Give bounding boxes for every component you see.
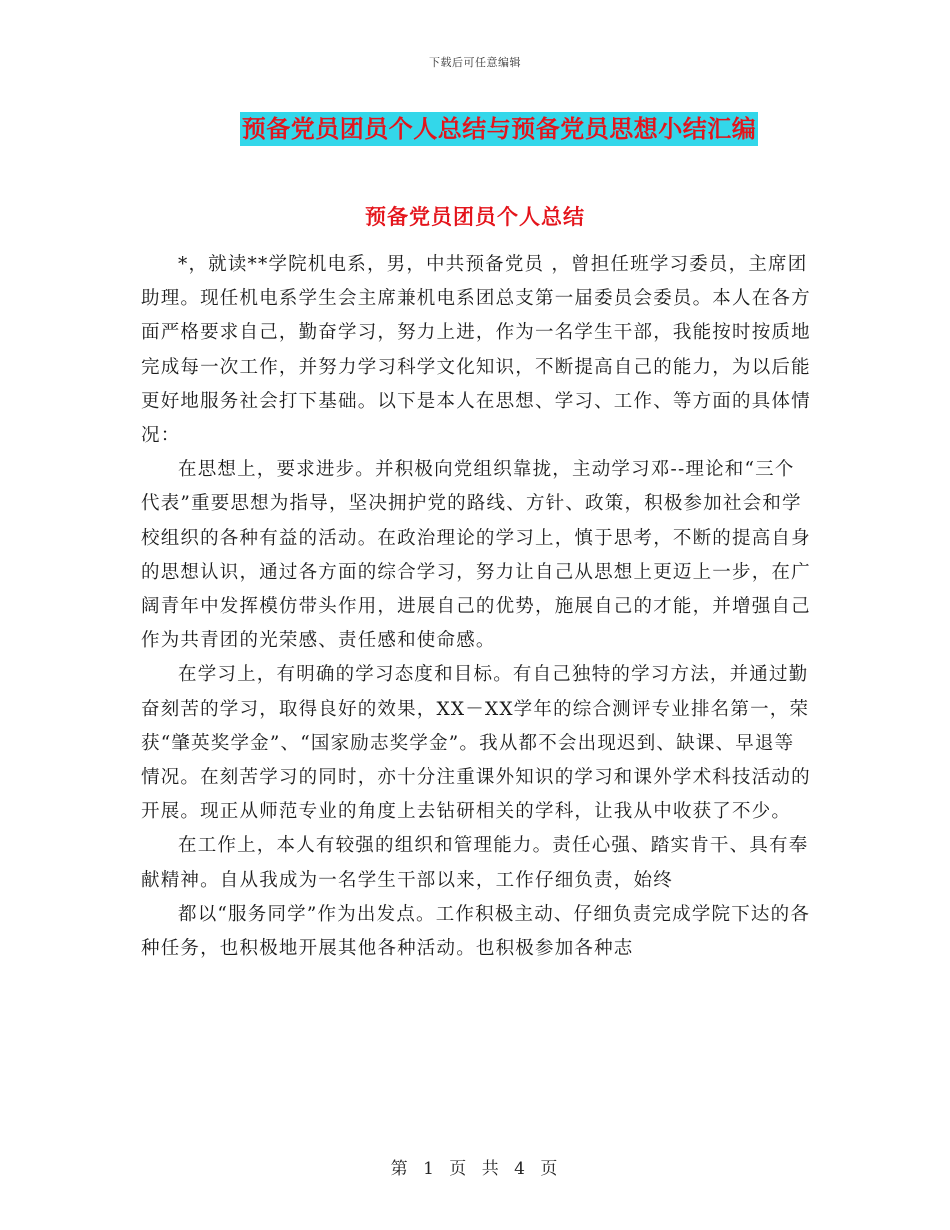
paragraph-service: 都以“服务同学”作为出发点。工作积极主动、仔细负责完成学院下达的各种任务，也积极地开展其他各种活动。也积极参加各种志 (141, 903, 811, 960)
main-title-container (24, 112, 950, 146)
page-number-footer: 第 1 页 共 4 页 (390, 1159, 560, 1179)
paragraph-work: 在工作上，本人有较强的组织和管理能力。责任心强、踏实肯干、具有奉献精神。自从我成为一名学生干部以来，工作仔细负责，始终 (141, 835, 809, 891)
section-title: 预备党员团员个人总结 (365, 205, 585, 229)
main-title: 预备党员团员个人总结与预备党员思想小结汇编 (240, 112, 759, 146)
paragraph-thought: 在思想上，要求进步。并积极向党组织靠拢，主动学习邓--理论和“三个代表”重要思想为指导，坚决拥护党的路线、方针、政策，积极参加社会和学校组织的各种有益的活动。在政治理论的学习上，慎于思考，不断的提高自身的思想认识，通过各方面的综合学习，努力让自己从思想上更迈上一步，在广阔青年中发挥模仿带头作用，进展自己的优势，施展自己的才能，并增强自己作为共青团的光荣感、责任感和使命感。 (141, 459, 811, 652)
page-header-note: 下载后可任意编辑 (429, 56, 521, 69)
paragraph-study: 在学习上，有明确的学习态度和目标。有自己独特的学习方法，并通过勤奋刻苦的学习，取得良好的效果，XX－XX学年的综合测评专业排名第一，荣获“肇英奖学金”、“国家励志奖学金”。我从都不会出现迟到、缺课、早退等情况。在刻苦学习的同时，亦十分注重课外知识的学习和课外学术科技活动的开展。现正从师范专业的角度上去钻研相关的学科，让我从中收获了不少。 (141, 664, 811, 823)
document-body (141, 248, 811, 966)
paragraph-intro: *，就读**学院机电系，男，中共预备党员 ，曾担任班学习委员，主席团助理。现任机电系学生会主席兼机电系团总支第一届委员会委员。本人在各方面严格要求自己，勤奋学习，努力上进，作为一名学生干部，我能按时按质地完成每一次工作，并努力学习科学文化知识，不断提高自己的能力，为以后能更好地服务社会打下基础。以下是本人在思想、学习、工作、等方面的具体情况： (141, 254, 811, 447)
